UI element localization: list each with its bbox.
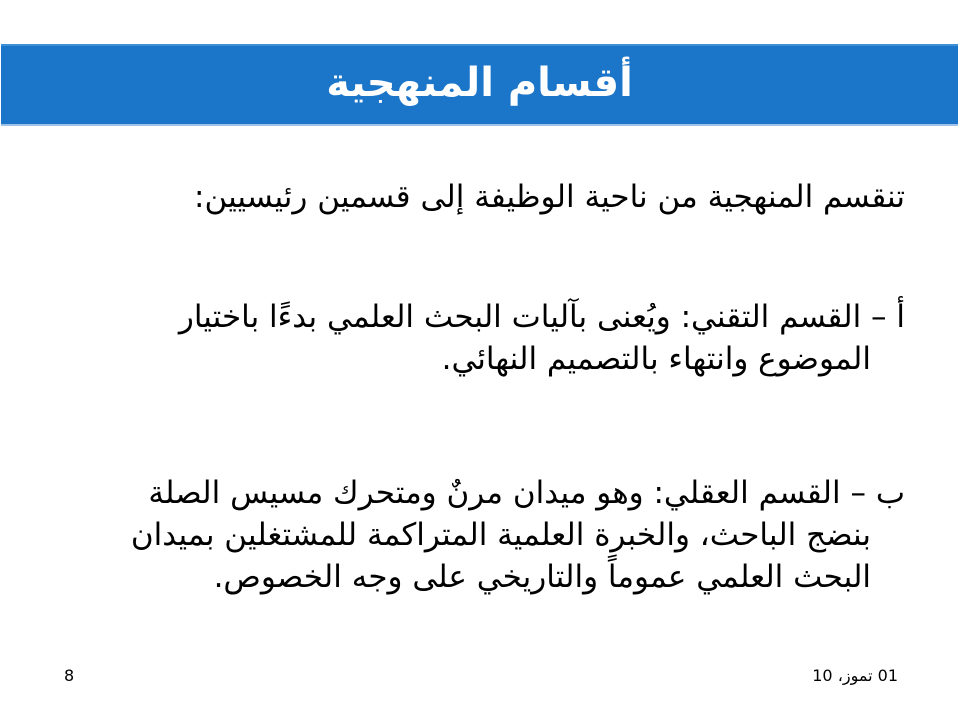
item-technical-line-1: أ – القسم التقني: ويُعنى بآليات البحث العلمي بدءًا باختيار xyxy=(178,299,905,335)
footer-date: 01 تموز، 10 xyxy=(812,666,898,685)
item-mental-line-1: ب – القسم العقلي: وهو ميدان مرنٌ ومتحرك مسيس الصلة xyxy=(148,475,905,511)
item-technical-line-2: الموضوع وانتهاء بالتصميم النهائي. xyxy=(441,341,871,377)
item-mental-line-2: بنضج الباحث، والخبرة العلمية المتراكمة للمشتغلين بميدان xyxy=(130,517,871,553)
item-mental xyxy=(55,472,905,598)
item-technical xyxy=(55,296,905,380)
slide-title: أقسام المنهجية xyxy=(326,60,633,106)
item-mental-line-3: البحث العلمي عموماً والتاريخي على وجه الخصوص. xyxy=(213,559,871,595)
intro-paragraph: تنقسم المنهجية من ناحية الوظيفة إلى قسمين رئيسيين: xyxy=(194,179,905,215)
page-number: 8 xyxy=(64,666,75,685)
title-bar xyxy=(1,44,958,126)
